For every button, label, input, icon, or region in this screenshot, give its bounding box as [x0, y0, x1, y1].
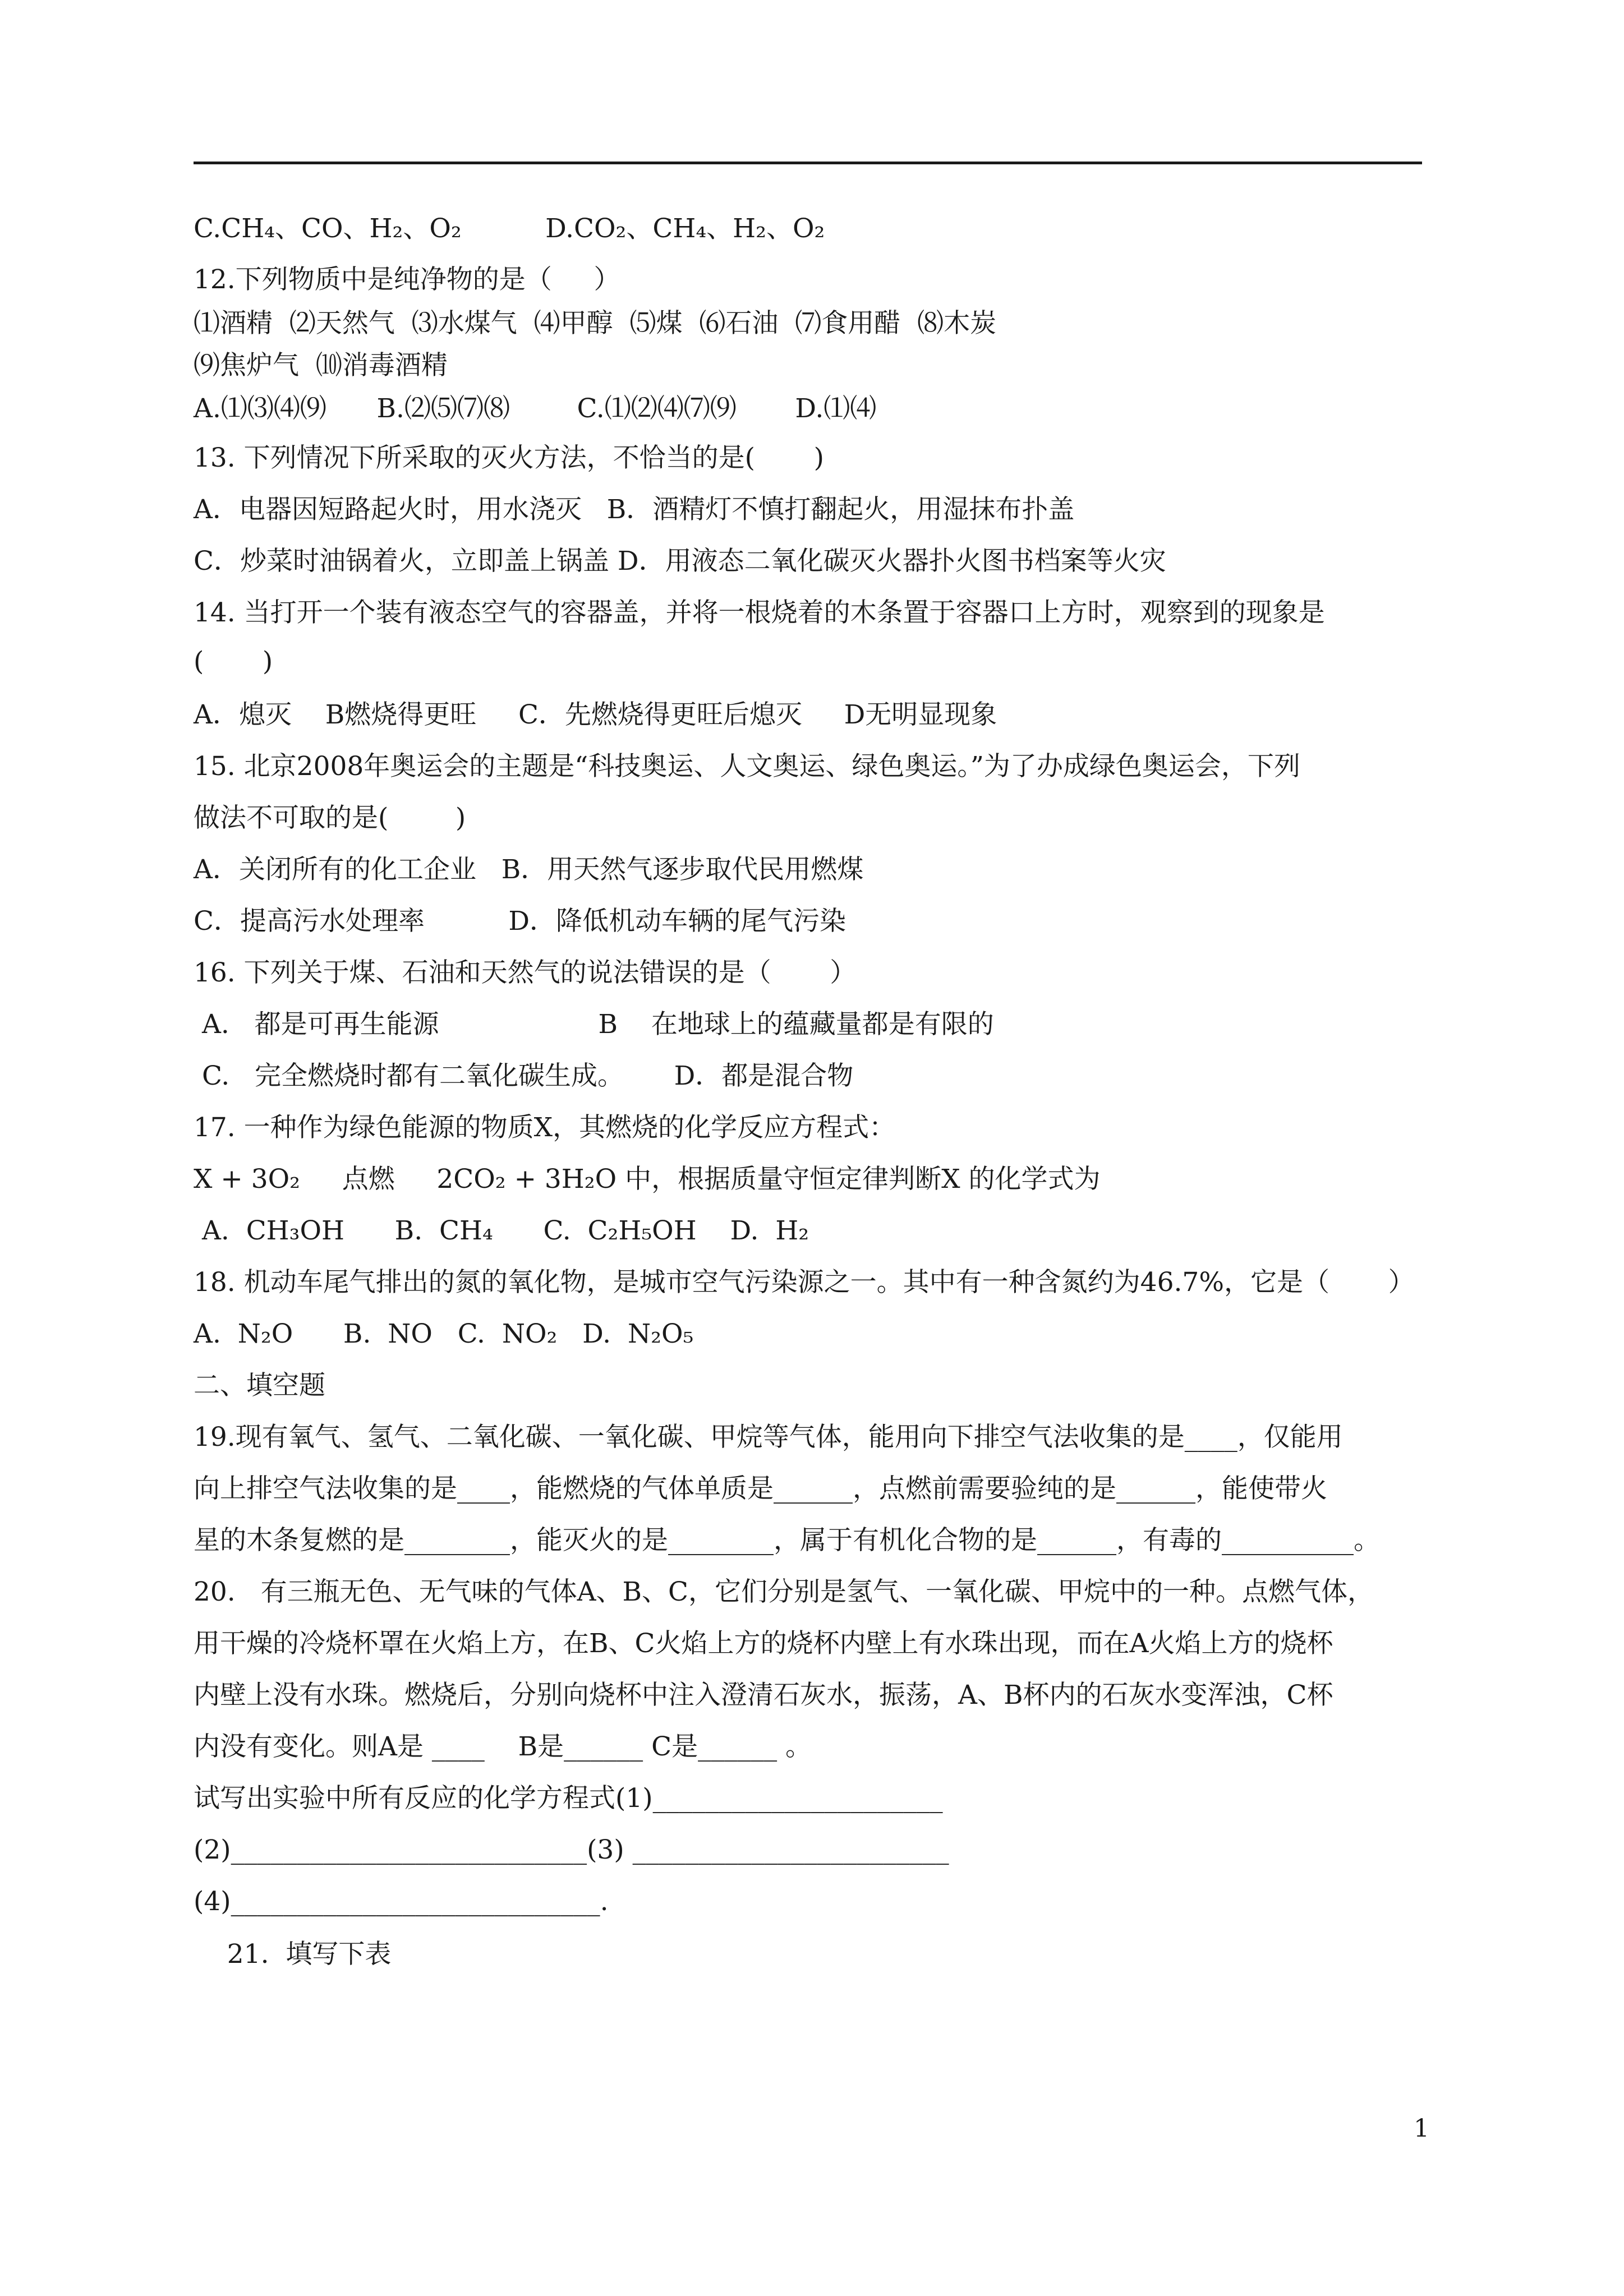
- q17-options: A. CH₃OH B. CH₄ C. C₂H₅OH D. H₂: [194, 1215, 809, 1246]
- q17-equation: X + 3O₂ 点燃 2CO₂ + 3H₂O 中，根据质量守恒定律判断X 的化学式为: [194, 1164, 1101, 1195]
- question-15: 15. 北京2008年奥运会的主题是“科技奥运、人文奥运、绿色奥运。”为了办成绿色奥运会，下列: [194, 751, 1300, 782]
- question-20-line-4: 内没有变化。则A是 ____ B是______ C是______ 。: [194, 1731, 812, 1762]
- question-19-line-1: 19.现有氧气、氢气、二氧化碳、一氧化碳、甲烷等气体，能用向下排空气法收集的是____，仅能用: [194, 1422, 1343, 1453]
- q18-options: A. N₂O B. NO C. NO₂ D. N₂O₅: [194, 1318, 694, 1349]
- q14-options: A．熄灭 B燃烧得更旺 C．先燃烧得更旺后熄灭 D无明显现象: [194, 699, 997, 730]
- question-20-line-1: 20. 有三瓶无色、无气味的气体A、B、C，它们分别是氢气、一氧化碳、甲烷中的一种。点燃气体，: [194, 1576, 1374, 1607]
- q15-options-cd: C．提高污水处理率 D．降低机动车辆的尾气污染: [194, 906, 846, 937]
- question-19-line-2: 向上排空气法收集的是____，能燃烧的气体单质是______，点燃前需要验纯的是______，能使带火: [194, 1473, 1327, 1504]
- question-15-cont: 做法不可取的是( ): [194, 803, 466, 833]
- q20-equation-blanks-2-3: (2)___________________________(3) ________________________: [194, 1834, 949, 1865]
- q15-options-ab: A．关闭所有的化工企业 B．用天然气逐步取代民用燃煤: [194, 854, 864, 885]
- q12-items-1: ⑴酒精 ⑵天然气 ⑶水煤气 ⑷甲醇 ⑸煤 ⑹石油 ⑺食用醋 ⑻木炭: [194, 308, 997, 339]
- question-19-line-3: 星的木条复燃的是________，能灭火的是________，属于有机化合物的是______，有毒的__________。: [194, 1525, 1380, 1556]
- section-heading-fill-in: 二、填空题: [194, 1370, 325, 1401]
- header-rule: [194, 162, 1422, 164]
- q13-options-ab: A．电器因短路起火时，用水浇灭 B．酒精灯不慎打翻起火，用湿抹布扑盖: [194, 494, 1075, 525]
- question-17: 17. 一种作为绿色能源的物质X，其燃烧的化学反应方程式：: [194, 1112, 896, 1143]
- question-20-line-2: 用干燥的冷烧杯罩在火焰上方，在B、C火焰上方的烧杯内壁上有水珠出现，而在A火焰上方的烧杯: [194, 1628, 1333, 1659]
- q14-bracket: ( ): [194, 646, 273, 677]
- question-20-line-3: 内壁上没有水珠。燃烧后，分别向烧杯中注入澄清石灰水，振荡，A、B杯内的石灰水变浑浊，C杯: [194, 1680, 1333, 1711]
- question-12: 12.下列物质中是纯净物的是（ ）: [194, 264, 620, 295]
- q20-equation-blank-1: 试写出实验中所有反应的化学方程式(1)______________________: [194, 1783, 943, 1814]
- q13-options-cd: C．炒菜时油锅着火，立即盖上锅盖 D．用液态二氧化碳灭火器扑火图书档案等火灾: [194, 546, 1166, 577]
- question-14: 14. 当打开一个装有液态空气的容器盖，并将一根烧着的木条置于容器口上方时，观察到的现象是: [194, 597, 1325, 628]
- q20-equation-blank-4: (4)____________________________.: [194, 1886, 609, 1917]
- q16-options-ab: A. 都是可再生能源 B 在地球上的蕴藏量都是有限的: [194, 1009, 994, 1040]
- q12-items-2: ⑼焦炉气 ⑽消毒酒精: [194, 350, 448, 381]
- question-16: 16. 下列关于煤、石油和天然气的说法错误的是（ ）: [194, 957, 857, 988]
- question-21: 21. 填写下表: [194, 1939, 392, 1970]
- q12-options: A.⑴⑶⑷⑼ B.⑵⑸⑺⑻ C.⑴⑵⑷⑺⑼ D.⑴⑷: [194, 393, 877, 424]
- page-number: 1: [1414, 2114, 1429, 2143]
- question-18: 18. 机动车尾气排出的氮的氧化物，是城市空气污染源之一。其中有一种含氮约为46.7%，它是（ ）: [194, 1267, 1415, 1298]
- question-13: 13. 下列情况下所采取的灭火方法，不恰当的是( ): [194, 442, 824, 473]
- q16-options-cd: C. 完全燃烧时都有二氧化碳生成。 D．都是混合物: [194, 1061, 854, 1091]
- option-line-11-cd: C.CH₄、CO、H₂、O₂ D.CO₂、CH₄、H₂、O₂: [194, 213, 825, 244]
